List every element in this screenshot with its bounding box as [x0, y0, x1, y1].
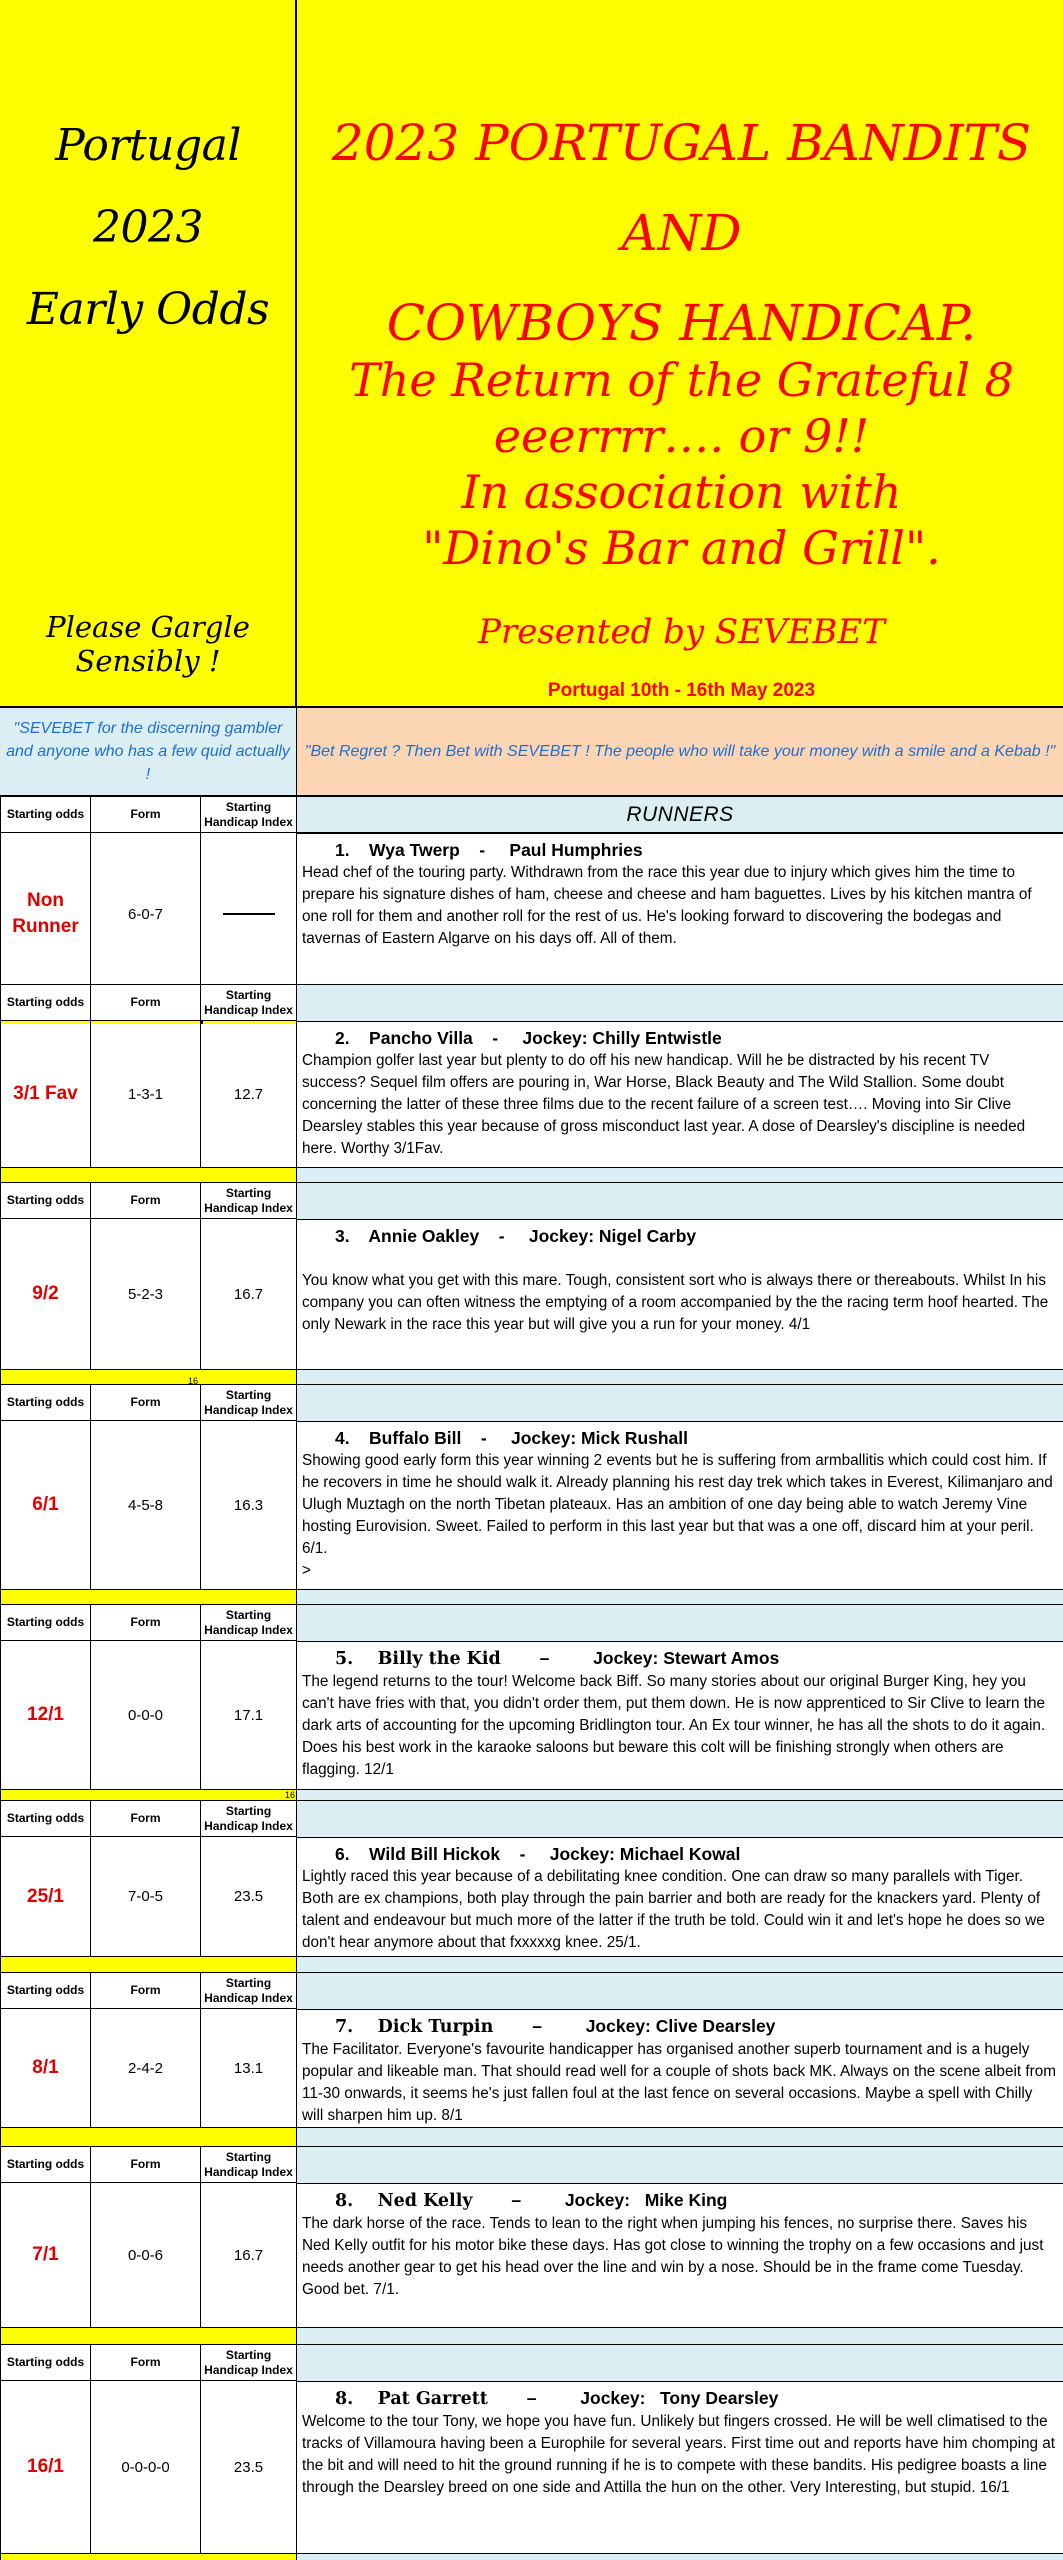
starting-odds: 16/1: [0, 2381, 90, 2554]
runner-band: [297, 1182, 1063, 1219]
col-header-handicap: Starting Handicap Index: [200, 2344, 297, 2381]
runner-title: [302, 1426, 1057, 1450]
col-header-odds: Starting odds: [0, 1182, 90, 1219]
col-header-odds: Starting odds: [0, 796, 90, 833]
runner-spacer: [302, 1248, 1057, 1270]
separator-strip: [0, 2328, 297, 2344]
runner-band-gap: [297, 2128, 1063, 2146]
runner-description: [297, 1021, 1063, 1168]
runner-title: [302, 838, 1057, 862]
form: 7-0-5: [90, 1837, 200, 1957]
runner-separator: -: [500, 1844, 550, 1864]
runner-description: [297, 1421, 1063, 1590]
starting-odds: 25/1: [0, 1837, 90, 1957]
runner-name: 4. Buffalo Bill: [335, 1428, 462, 1448]
col-header-form: Form: [90, 984, 200, 1021]
runner-separator: -: [479, 1226, 529, 1246]
event-subtitle: [300, 352, 1063, 576]
handicap-index: [200, 833, 297, 996]
form: 5-2-3: [90, 1219, 200, 1370]
separator-strip: [0, 2128, 297, 2146]
form: 0-0-0-0: [90, 2381, 200, 2554]
early-odds-title-line: Portugal 2023: [55, 120, 241, 253]
handicap-index: 17.1: [200, 1641, 297, 1790]
runner-name: 6. Wild Bill Hickok: [335, 1844, 501, 1864]
handicap-dash: [223, 913, 275, 915]
handicap-index: 23.5: [200, 1837, 297, 1957]
col-header-handicap: Starting Handicap Index: [200, 796, 297, 833]
runner-band: [297, 1384, 1063, 1421]
runner-separator: –: [472, 2190, 565, 2210]
runner-separator: –: [500, 1648, 594, 1668]
runner-name: 2. Pancho Villa: [335, 1028, 473, 1048]
starting-odds: 12/1: [0, 1641, 90, 1790]
col-header-handicap: Starting Handicap Index: [200, 1384, 297, 1421]
runner-name: 8. Pat Garrett: [335, 2389, 488, 2409]
runner-text: The legend returns to the tour! Welcome back Biff. So many stories about our original Burger King, hey you can't have fries with that, you didn't order them, put them down. He is now apprenticed to Sir Clive to learn the dark arts of accounting for the upcoming Bridlington tour. An Ex tour winner, he has all the shots to do it again. Does his best work in the karaoke saloons but beware this colt will be finishing strongly when others are flagging. 12/1: [302, 1673, 1046, 1778]
runner-separator: –: [493, 2016, 586, 2036]
early-odds-title-line: Early Odds: [26, 284, 270, 335]
col-header-handicap: Starting Handicap Index: [200, 1800, 297, 1837]
runner-jockey: Jockey: Stewart Amos: [593, 1648, 780, 1668]
runner-text: Head chef of the touring party. Withdrawn from the race this year due to injury which gives him the time to prepare his signature dishes of ham, cheese and cheese and ham baguettes. Lives by his kitchen mantra of one roll for them and another roll for the rest of us. He's looking forward to discovering the bodegas and tavernas of Eastern Algarve on his days off. All of them.: [302, 864, 1032, 947]
form: 4-5-8: [90, 1421, 200, 1590]
runner-name: 8. Ned Kelly: [335, 2191, 473, 2211]
runner-band-gap: [297, 2328, 1063, 2344]
col-header-odds: Starting odds: [0, 1972, 90, 2009]
col-header-odds: Starting odds: [0, 1604, 90, 1641]
form: 0-0-6: [90, 2183, 200, 2328]
runners-header: RUNNERS: [297, 796, 1063, 833]
runner-title: [302, 1646, 1057, 1671]
runner-description: [297, 2183, 1063, 2328]
runner-description: [297, 2009, 1063, 2128]
runner-text: Champion golfer last year but plenty to do off his new handicap. Will he be distracted by his recent TV success? Sequel film offers are pouring in, War Horse, Black Beauty and The Wild Stallion. Some doubt concerning the latter of these three films due to the recent failure of a screen test…. Moving into Sir Clive Dearsley stables this year because of gross misconduct last year. A dose of Dearsley's discipline is needed here. Worthy 3/1Fav.: [302, 1052, 1026, 1157]
runner-jockey: Jockey: Mike King: [564, 2190, 728, 2210]
runner-band-gap: [297, 1590, 1063, 1604]
runner-description: [297, 1219, 1063, 1370]
form: 6-0-7: [90, 833, 200, 996]
runner-title: [302, 2188, 1057, 2213]
runner-band: [297, 984, 1063, 1021]
col-header-odds: Starting odds: [0, 1384, 90, 1421]
runner-description: [297, 1641, 1063, 1790]
handicap-index: 12.7: [200, 1021, 297, 1168]
col-header-handicap: Starting Handicap Index: [200, 2146, 297, 2183]
runner-separator: -: [461, 1428, 511, 1448]
runner-band-gap: [297, 1790, 1063, 1800]
separator-strip: [0, 2554, 297, 2560]
runner-extra: >: [302, 1562, 311, 1579]
runner-jockey: Jockey: Nigel Carby: [528, 1226, 697, 1246]
runner-separator: –: [487, 2388, 581, 2408]
starting-odds: 9/2: [0, 1219, 90, 1370]
col-header-form: Form: [90, 1604, 200, 1641]
col-header-handicap: Starting Handicap Index: [200, 1182, 297, 1219]
event-subtitle-line: "Dino's Bar and Grill".: [422, 521, 941, 575]
starting-odds: Non Runner: [0, 833, 90, 996]
runner-band-gap: [297, 1957, 1063, 1972]
runner-title: [302, 2386, 1057, 2411]
starting-odds: 3/1 Fav: [0, 1021, 90, 1168]
runner-separator: -: [459, 840, 510, 860]
runner-jockey: Jockey: Mick Rushall: [511, 1428, 689, 1448]
form: 1-3-1: [90, 1021, 200, 1168]
runner-band: [297, 2146, 1063, 2183]
event-title: [300, 98, 1063, 368]
runner-band: [297, 1604, 1063, 1641]
event-subtitle-line: eeerrrr…. or 9!!: [493, 409, 870, 463]
runner-band: [297, 1800, 1063, 1837]
runner-band-gap: [297, 2554, 1063, 2560]
event-subtitle-line: In association with: [461, 465, 902, 519]
runner-jockey: Jockey: Michael Kowal: [549, 1844, 741, 1864]
runner-text: You know what you get with this mare. Tough, consistent sort who is always there or thereabouts. Whilst In his company you can often witness the emptying of a room accompanied by the the racing term hoof hearted. The only Newark in the race this year but will give you a run for your money. 4/1: [302, 1272, 1049, 1333]
handicap-index: 16.7: [200, 2183, 297, 2328]
starting-odds: 8/1: [0, 2009, 90, 2128]
slogan-left-text: "SEVEBET for the discerning gambler and anyone who has a few quid actually !: [6, 720, 290, 783]
runner-description: [297, 1837, 1063, 1957]
col-header-odds: Starting odds: [0, 2146, 90, 2183]
form: 0-0-0: [90, 1641, 200, 1790]
runner-band-gap: [297, 1370, 1063, 1384]
col-header-handicap: Starting Handicap Index: [200, 1604, 297, 1641]
col-header-form: Form: [90, 1800, 200, 1837]
slogan-left: [0, 708, 297, 796]
runner-jockey: Jockey: Tony Dearsley: [580, 2388, 779, 2408]
col-header-form: Form: [90, 1972, 200, 2009]
handicap-index: 13.1: [200, 2009, 297, 2128]
separator-strip: [0, 1790, 297, 1800]
event-dates: Portugal 10th - 16th May 2023: [547, 680, 816, 701]
runner-description: [297, 833, 1063, 996]
runner-name: 1. Wya Twerp: [335, 840, 460, 860]
col-header-form: Form: [90, 1384, 200, 1421]
runner-title: [302, 1026, 1057, 1050]
gargle-note: Please Gargle Sensibly !: [46, 610, 250, 678]
small-note: 16: [284, 1790, 295, 1800]
runner-title: [302, 2014, 1057, 2039]
runner-name: 5. Billy the Kid: [335, 1649, 501, 1669]
slogan-right-text: "Bet Regret ? Then Bet with SEVEBET ! The people who will take your money with a smile and a Kebab !": [304, 743, 1056, 760]
event-subtitle-line: The Return of the Grateful 8: [349, 353, 1014, 407]
runner-text: Welcome to the tour Tony, we hope you have fun. Unlikely but fingers crossed. He will be well climatised to the tracks of Villamoura having been a Europhile for several years. First time out and reports have him chomping at the bit and will need to hit the ground running if he is to compete with these bandits. His pedigree boasts a line through the Dearsley breed on one side and Attilla the hun on the other. Very Interesting, but stupid. 16/1: [302, 2413, 1056, 2496]
separator-strip: [0, 1590, 297, 1604]
col-header-handicap: Starting Handicap Index: [200, 1972, 297, 2009]
event-title-line: 2023 PORTUGAL BANDITS AND: [331, 114, 1032, 262]
col-header-form: Form: [90, 2344, 200, 2381]
runner-text: The dark horse of the race. Tends to lean to the right when jumping his fences, no surprise there. Saves his Ned Kelly outfit for his motor bike these days. Has got close to winning the trophy on a few occasions and just needs another gear to get his head over the line and win by a nose. Should be in the frame come Tuesday. Good bet. 7/1.: [302, 2215, 1044, 2298]
handicap-index: 16.3: [200, 1421, 297, 1590]
runner-text: Showing good early form this year winning 2 events but he is suffering from armballitis which could cost him. If he recovers in time he should walk it. Already planning his rest day trek which takes in Everest, Kilimanjaro and Ulugh Muztagh on the north Tibetan plateaux. Has an ambition of one day being able to watch Jeremy Vine hosting Eurovision. Sweet. Failed to perform in this last year but that was a one off, discard him at your peril. 6/1.: [302, 1452, 1053, 1557]
handicap-index: 16.7: [200, 1219, 297, 1370]
runner-band-gap: [297, 1168, 1063, 1182]
small-note: 16: [187, 1376, 198, 1386]
col-header-form: Form: [90, 796, 200, 833]
separator-strip: [0, 1957, 297, 1972]
runner-jockey: Paul Humphries: [509, 840, 643, 860]
runner-separator: -: [472, 1028, 523, 1048]
form: 2-4-2: [90, 2009, 200, 2128]
col-header-form: Form: [90, 1182, 200, 1219]
slogan-right: [297, 708, 1063, 796]
runner-text: Lightly raced this year because of a debilitating knee condition. One can draw so many parallels with Tiger. Both are ex champions, both play through the pain barrier and both are ready for the knackers yard. Plenty of talent and endeavour but much more of the latter if the truth be told. Could win it and let's hope he does so we don't hear anymore about that fxxxxxg knee. 25/1.: [302, 1868, 1045, 1951]
col-header-handicap: Starting Handicap Index: [200, 984, 297, 1021]
col-header-odds: Starting odds: [0, 2344, 90, 2381]
col-header-odds: Starting odds: [0, 984, 90, 1021]
starting-odds: 6/1: [0, 1421, 90, 1590]
runner-jockey: Jockey: Chilly Entwistle: [522, 1028, 722, 1048]
handicap-index: 23.5: [200, 2381, 297, 2554]
event-title-line: COWBOYS HANDICAP.: [386, 294, 977, 352]
runner-text: The Facilitator. Everyone's favourite handicapper has organised another superb tournament and is a hugely popular and likeable man. That should read well for a couple of shots back MK. Always on the scene albeit from 11-30 onwards, it seems he's just fallen foul at the last fence on several occasions. Maybe a spell with Chilly will sharpen him up. 8/1: [302, 2041, 1056, 2124]
runner-name: 3. Annie Oakley: [335, 1226, 480, 1246]
early-odds-title: [0, 105, 296, 351]
runner-jockey: Jockey: Clive Dearsley: [585, 2016, 776, 2036]
runner-name: 7. Dick Turpin: [335, 2017, 494, 2037]
col-header-form: Form: [90, 2146, 200, 2183]
runner-description: [297, 2381, 1063, 2554]
separator-strip: [0, 1168, 297, 1182]
runner-title: [302, 1224, 1057, 1248]
starting-odds: 7/1: [0, 2183, 90, 2328]
runner-title: [302, 1842, 1057, 1866]
presented-by: Presented by SEVEBET: [478, 612, 885, 652]
runner-band: [297, 2344, 1063, 2381]
separator-strip: [0, 1370, 297, 1384]
col-header-odds: Starting odds: [0, 1800, 90, 1837]
runner-band: [297, 1972, 1063, 2009]
